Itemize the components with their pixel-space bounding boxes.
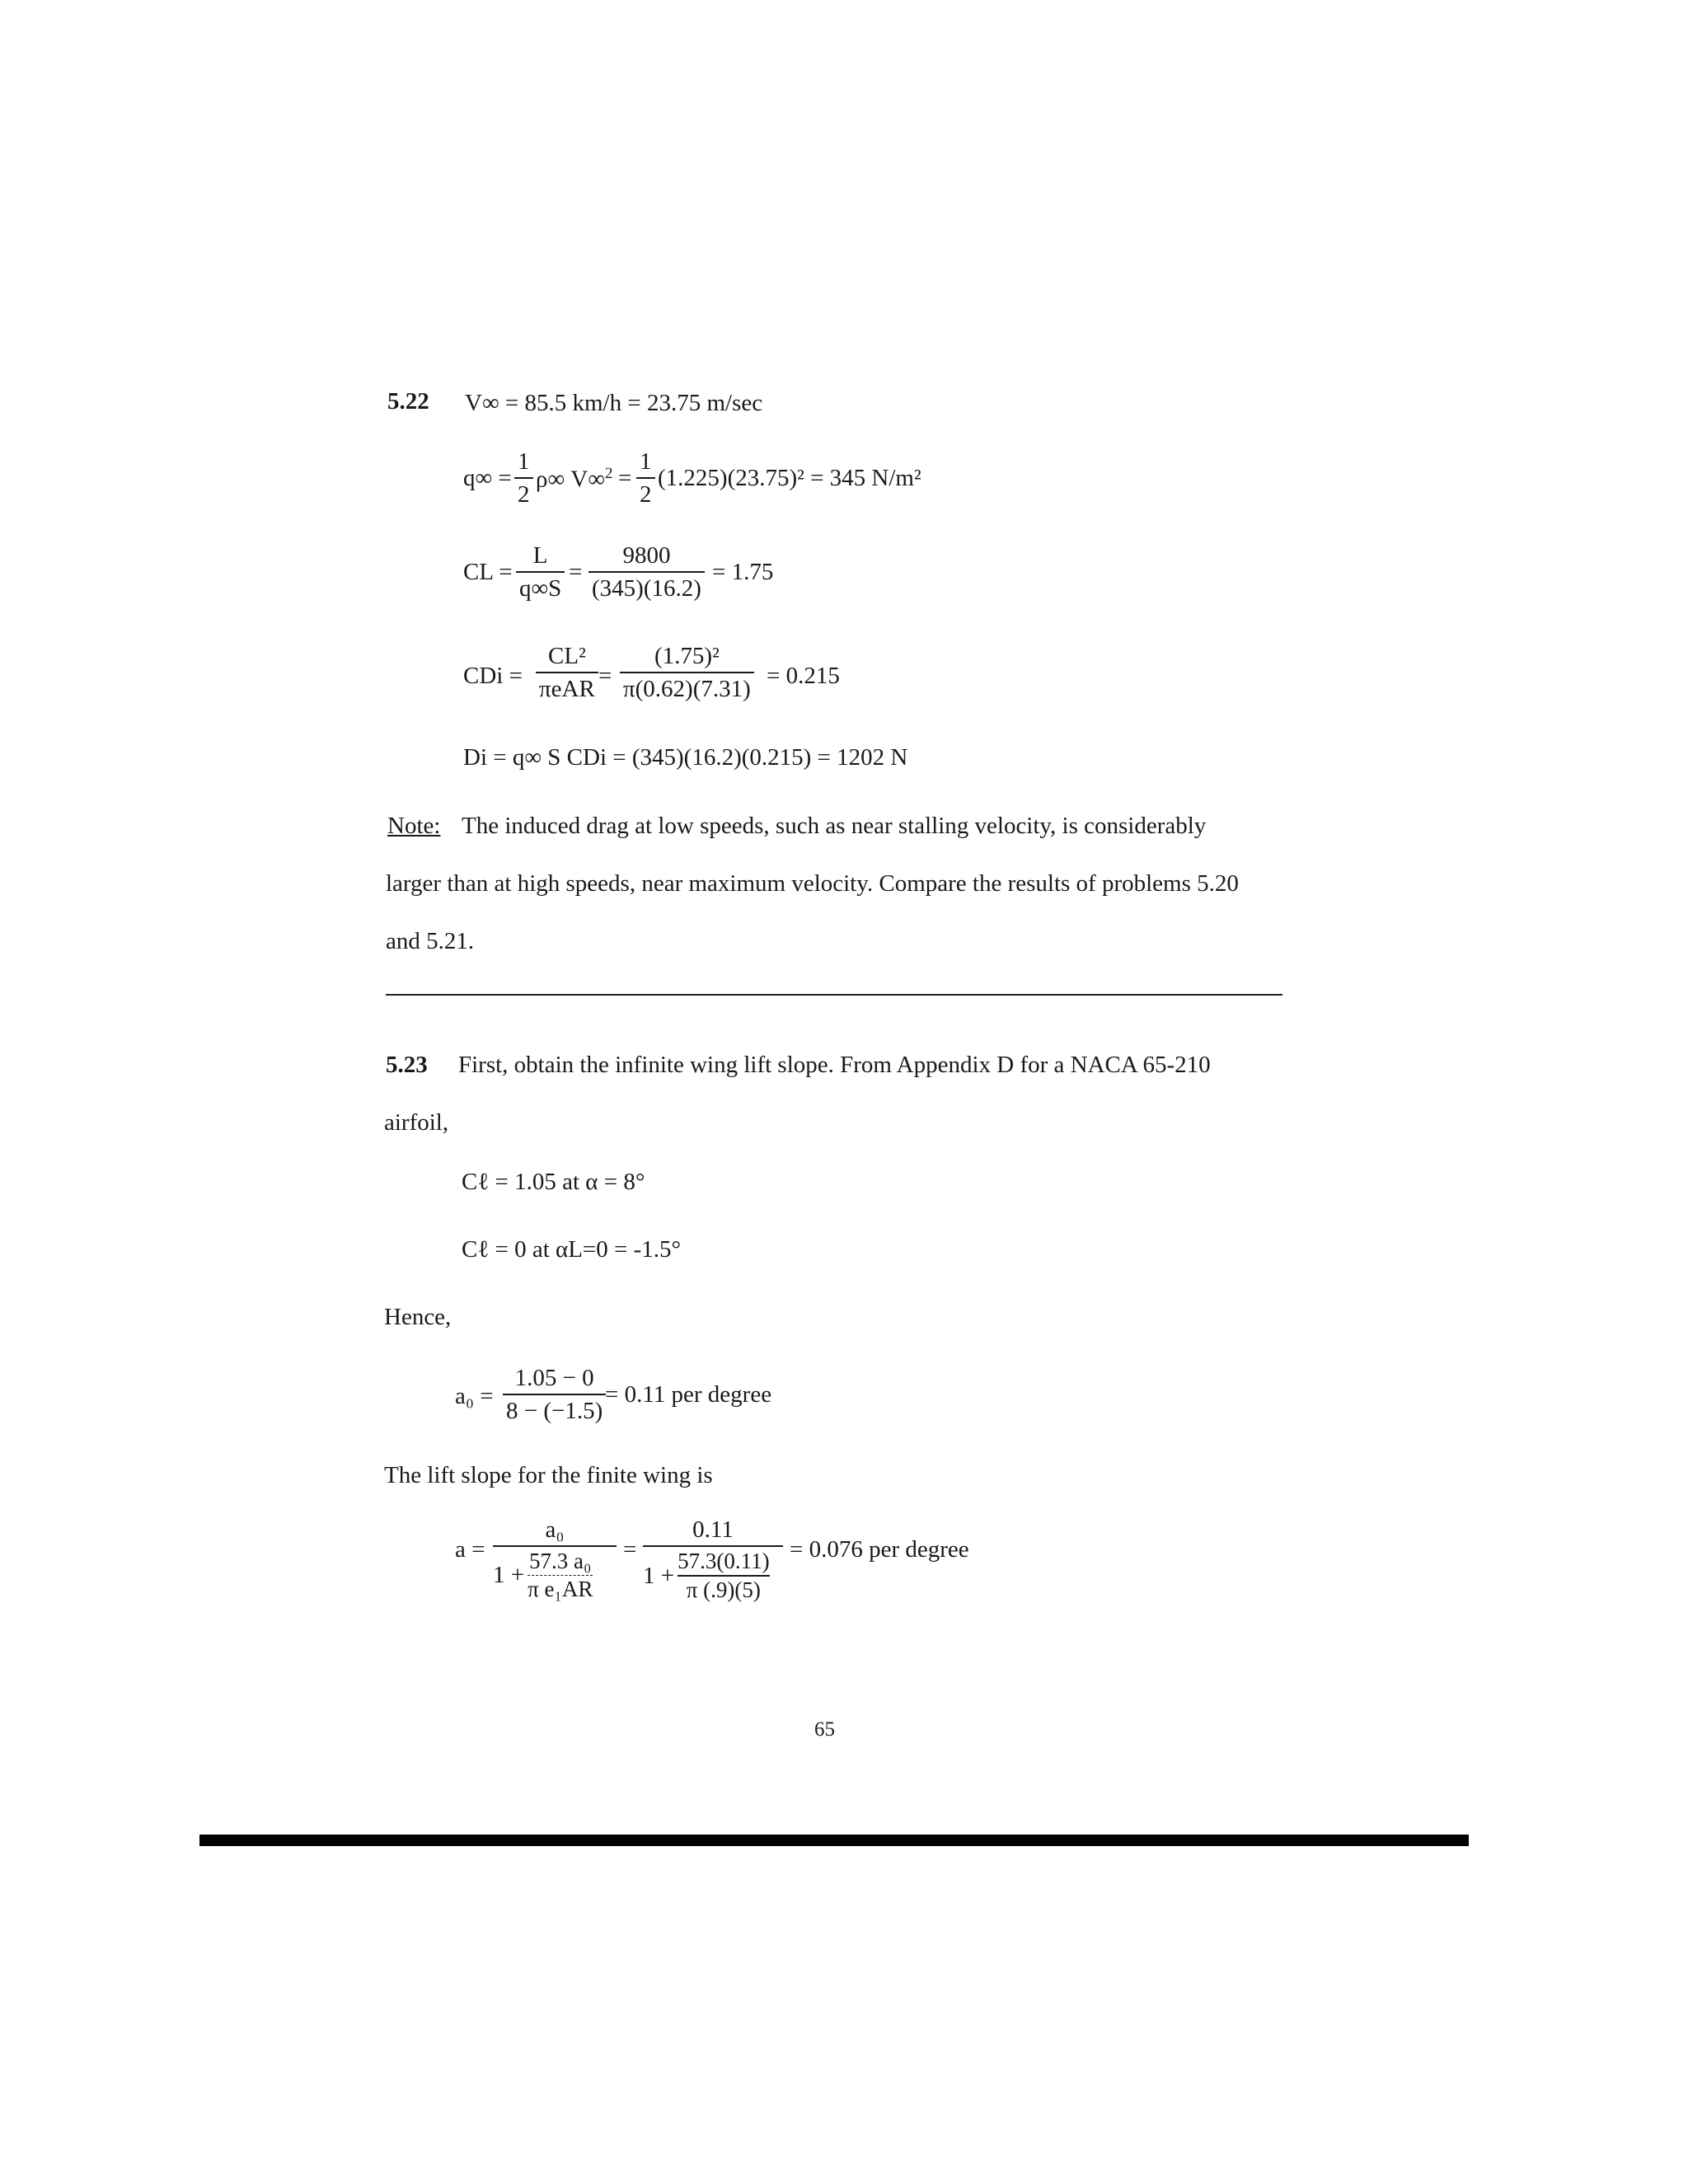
a-f2-inner-den: π (.9)(5) [686, 1577, 761, 1602]
q-half2-num: 1 [640, 448, 652, 475]
a0-lhs: a₀ = [455, 1383, 494, 1409]
a-f1-num: a₀ [545, 1516, 565, 1543]
cd-result: = 0.215 [767, 663, 840, 689]
note-label: Note: [387, 813, 441, 839]
a-fraction-2 [643, 1518, 783, 1601]
cd-lhs: CDi = [463, 663, 523, 689]
a-result: = 0.076 per degree [790, 1536, 969, 1563]
a-fraction-1 [493, 1518, 617, 1601]
a-f1-inner-num: 57.3 a₀ [529, 1549, 592, 1573]
a-lhs: a = [455, 1536, 485, 1563]
cl-equals: = [569, 559, 583, 585]
q-half2-den: 2 [640, 481, 652, 508]
cl-fraction-1 [516, 544, 565, 601]
q-half-den: 2 [518, 481, 530, 508]
q-half-fraction-2 [636, 450, 655, 507]
intro-line-1: First, obtain the infinite wing lift slope. From Appendix D for a NACA 65-210 [458, 1052, 1211, 1078]
a0-den: 8 − (−1.5) [506, 1398, 603, 1424]
cl-at-8-deg: Cℓ = 1.05 at α = 8° [462, 1169, 645, 1195]
cl-fraction-2 [588, 544, 705, 601]
note-line-2: larger than at high speeds, near maximum velocity. Compare the results of problems 5.20 [386, 870, 1239, 897]
a-f2-den-one: 1 + [643, 1562, 675, 1589]
induced-drag-line: Di = q∞ S CDi = (345)(16.2)(0.215) = 1202 N [463, 744, 908, 771]
cl-f2-den: (345)(16.2) [592, 575, 701, 602]
a0-num: 1.05 − 0 [514, 1365, 594, 1391]
cd-f1-den: πeAR [539, 676, 595, 702]
problem-number-5-23: 5.23 [386, 1052, 428, 1078]
q-half-fraction [514, 450, 533, 507]
cl-f1-den: q∞S [519, 575, 562, 602]
q-lhs: q∞ = [463, 465, 512, 491]
hence-text: Hence, [384, 1304, 452, 1330]
a-f2-inner-num: 57.3(0.11) [678, 1549, 770, 1573]
a-equals: = [623, 1536, 637, 1563]
cd-f2-den: π(0.62)(7.31) [623, 676, 751, 702]
a-f1-inner-den: π e₁AR [528, 1577, 593, 1601]
note-line-3: and 5.21. [386, 928, 475, 954]
cd-f2-num: (1.75)² [654, 643, 720, 669]
q-mid: ρ∞ V∞$^2$ [536, 465, 613, 493]
cl-f1-num: L [532, 542, 548, 569]
a-f1-den-one: 1 + [493, 1562, 525, 1588]
cd-equals: = [598, 663, 612, 689]
finite-wing-text: The lift slope for the finite wing is [384, 1462, 713, 1488]
a-f2-num: 0.11 [692, 1516, 734, 1543]
section-divider [386, 994, 1282, 996]
cl-f2-num: 9800 [622, 542, 671, 569]
q-square: 2 [605, 465, 613, 482]
cl-result: = 1.75 [712, 559, 774, 585]
bottom-rule [199, 1835, 1469, 1846]
cl-zero-lift: Cℓ = 0 at αL=0 = -1.5° [462, 1236, 682, 1263]
note-line-1: The induced drag at low speeds, such as near stalling velocity, is considerably [462, 813, 1207, 839]
a0-result: = 0.11 per degree [605, 1381, 772, 1408]
problem-number-5-22: 5.22 [387, 388, 429, 415]
intro-line-2: airfoil, [384, 1109, 449, 1136]
velocity-line: V∞ = 85.5 km/h = 23.75 m/sec [465, 390, 763, 416]
q-half-num: 1 [518, 448, 530, 475]
cd-f1-num: CL² [548, 643, 586, 669]
a0-fraction [503, 1366, 606, 1423]
q-rhs: (1.225)(23.75)² = 345 N/m² [658, 465, 921, 491]
cd-fraction-1 [536, 644, 598, 701]
page-number: 65 [814, 1718, 835, 1741]
cd-fraction-2 [620, 644, 754, 701]
cl-lhs: CL = [463, 559, 513, 585]
q-equals: = [618, 465, 632, 491]
